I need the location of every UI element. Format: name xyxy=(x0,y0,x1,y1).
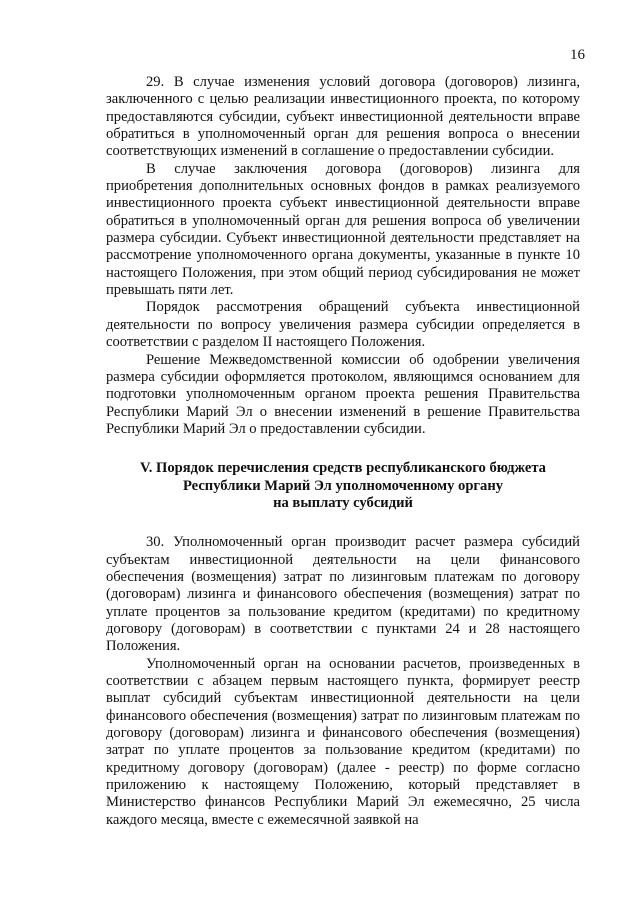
section-heading xyxy=(106,460,580,512)
paragraph-commission-decision: Решение Межведомственной комиссии об одобрении увеличения размера субсидии оформляется протоколом, являющимся основанием для подготовки уполномоченным органом проекта решения Правительства Республики Марий Эл о внесении изменений в решение Правительства Республики Марий Эл о предоставлении субсидии. xyxy=(106,351,580,437)
paragraph-registry-formation: Уполномоченный орган на основании расчетов, произведенных в соответствии с абзацем первым настоящего пункта, формирует реестр выплат субсидий субъектам инвестиционной деятельности на цели финансового обеспечения (возмещения) затрат по лизинговым платежам по договору (договорам) лизинга и финансового обеспечения (возмещения) затрат по уплате процентов за пользование кредитом (кредитами) по кредитному договору (договорам) (далее - реестр) по форме согласно приложению к настоящему Положению, который представляет в Министерство финансов Республики Марий Эл ежемесячно, 25 числа каждого месяца, вместе с ежемесячной заявкой на xyxy=(106,655,580,828)
section-heading-line-2: Республики Марий Эл уполномоченному органу xyxy=(182,477,504,494)
paragraph-30: 30. Уполномоченный орган производит расчет размера субсидий субъектам инвестиционной деятельности на цели финансового обеспечения (возмещения) затрат по лизинговым платежам по договору (договорам) лизинга и финансового обеспечения (возмещения) затрат по уплате процентов за пользование кредитом (кредитами) по кредитному договору (договорам) в соответствии с пунктами 24 и 28 настоящего Положения. xyxy=(106,534,580,655)
document-body xyxy=(106,74,580,829)
paragraph-29: 29. В случае изменения условий договора (договоров) лизинга, заключенного с целью реализации инвестиционного проекта, по которому предоставляются субсидии, субъект инвестиционной деятельности вправе обратиться в уполномоченный орган для решения вопроса о внесении соответствующих изменений в соглашение о предоставлении субсидии. xyxy=(106,74,580,160)
paragraph-leasing-additional-assets: В случае заключения договора (договоров) лизинга для приобретения дополнительных основных фондов в рамках реализуемого инвестиционного проекта субъект инвестиционной деятельности вправе обратиться в уполномоченный орган для решения вопроса об увеличении размера субсидии. Субъект инвестиционной деятельности представляет на рассмотрение уполномоченного органа документы, указанные в пункте 10 настоящего Положения, при этом общий период субсидирования не может превышать пяти лет. xyxy=(106,160,580,299)
paragraph-review-procedure: Порядок рассмотрения обращений субъекта инвестиционной деятельности по вопросу увеличения размера субсидии определяется в соответствии с разделом II настоящего Положения. xyxy=(106,299,580,351)
section-heading-line-3: на выплату субсидий xyxy=(273,494,413,511)
page-number: 16 xyxy=(570,47,585,63)
section-heading-line-1: V. Порядок перечисления средств республиканского бюджета xyxy=(140,460,546,477)
